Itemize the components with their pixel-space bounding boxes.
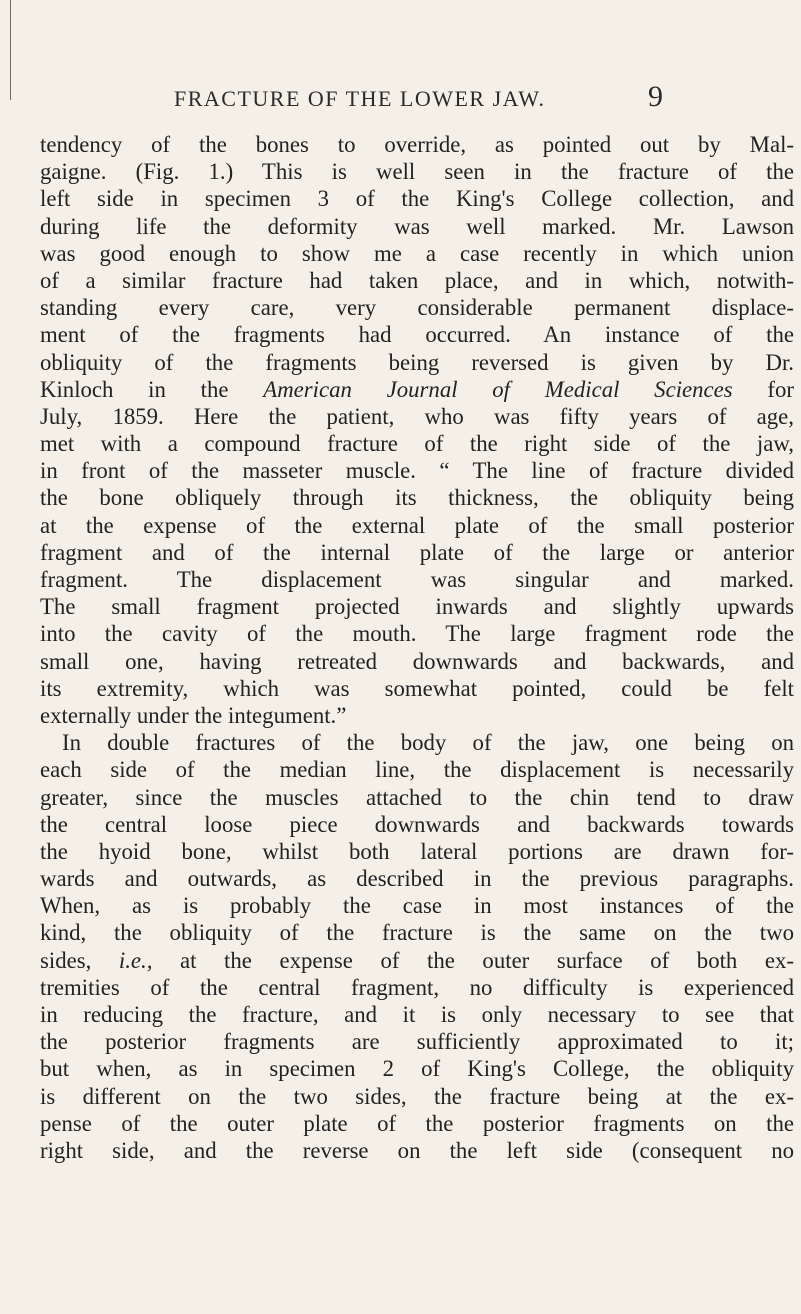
text-line: the hyoid bone, whilst both lateral portions are drawn for- <box>40 838 794 864</box>
text-line: tremities of the central fragment, no difficulty is experienced <box>40 974 794 1000</box>
text-line: at the expense of the external plate of the small posterior <box>40 512 794 538</box>
text-line: obliquity of the fragments being reversed is given by Dr. <box>40 349 794 375</box>
text-line: but when, as in specimen 2 of King's College, the obliquity <box>40 1056 794 1082</box>
text-line: externally under the integument.” <box>40 702 347 728</box>
text-line: into the cavity of the mouth. The large fragment rode the <box>40 621 794 647</box>
text-line-ie <box>40 947 794 974</box>
running-title: FRACTURE OF THE LOWER JAW. <box>174 86 546 111</box>
text-line: ment of the fragments had occurred. An instance of the <box>40 322 794 348</box>
text-line: the bone obliquely through its thickness, the obliquity being <box>40 485 794 511</box>
text-line: July, 1859. Here the patient, who was fifty years of age, <box>40 403 794 429</box>
page-number: 9 <box>648 80 663 113</box>
text-line: pense of the outer plate of the posterior fragments on the <box>40 1110 794 1136</box>
text-fragment: Kinloch in the <box>40 376 229 402</box>
text-line: in front of the masseter muscle. “ The line of fracture divided <box>40 458 794 484</box>
text-line: the posterior fragments are sufficiently approximated to it; <box>40 1029 794 1055</box>
text-line: wards and outwards, as described in the previous paragraphs. <box>40 866 794 892</box>
text-line: left side in specimen 3 of the King's College collection, and <box>40 186 794 212</box>
text-line: is different on the two sides, the fracture being at the ex- <box>40 1083 794 1109</box>
text-line: tendency of the bones to override, as pointed out by Mal- <box>40 132 794 157</box>
text-fragment: sides, <box>40 947 92 973</box>
journal-title: American Journal of Medical Sciences <box>263 376 733 402</box>
text-line: during life the deformity was well marked. Mr. Lawson <box>40 213 794 239</box>
text-line: gaigne. (Fig. 1.) This is well seen in the fracture of the <box>40 159 794 185</box>
text-line: was good enough to show me a case recently in which union <box>40 240 794 266</box>
text-line: of a similar fracture had taken place, and in which, notwith- <box>40 267 794 293</box>
text-line: When, as is probably the case in most instances of the <box>40 893 794 919</box>
text-line: each side of the median line, the displacement is necessarily <box>40 757 794 783</box>
text-line: kind, the obliquity of the fracture is the same on the two <box>40 920 794 946</box>
text-line: standing every care, very considerable permanent displace- <box>40 295 794 321</box>
text-line: right side, and the reverse on the left side (consequent no <box>40 1137 794 1163</box>
text-line: its extremity, which was somewhat pointed, could be felt <box>40 675 794 701</box>
ie-abbreviation: i.e., <box>118 947 153 973</box>
text-line: The small fragment projected inwards and slightly upwards <box>40 594 794 620</box>
text-line: in reducing the fracture, and it is only necessary to see that <box>40 1002 794 1027</box>
text-line: fragment. The displacement was singular and marked. <box>40 567 794 592</box>
page-header <box>0 80 801 116</box>
text-line: the central loose piece downwards and backwards towards <box>40 811 794 837</box>
text-line: small one, having retreated downwards and backwards, and <box>40 648 794 674</box>
text-line-journal <box>40 376 794 403</box>
page-edge <box>10 0 11 100</box>
text-fragment: at the expense of the outer surface of both ex- <box>180 947 794 973</box>
text-line: fragment and of the internal plate of the large or anterior <box>40 539 794 565</box>
text-line: met with a compound fracture of the right side of the jaw, <box>40 431 794 457</box>
paragraph-start: In double fractures of the body of the jaw, one being on <box>62 730 794 756</box>
text-line: greater, since the muscles attached to the chin tend to draw <box>40 784 794 810</box>
body-text <box>40 131 794 1164</box>
text-fragment: for <box>767 376 795 402</box>
